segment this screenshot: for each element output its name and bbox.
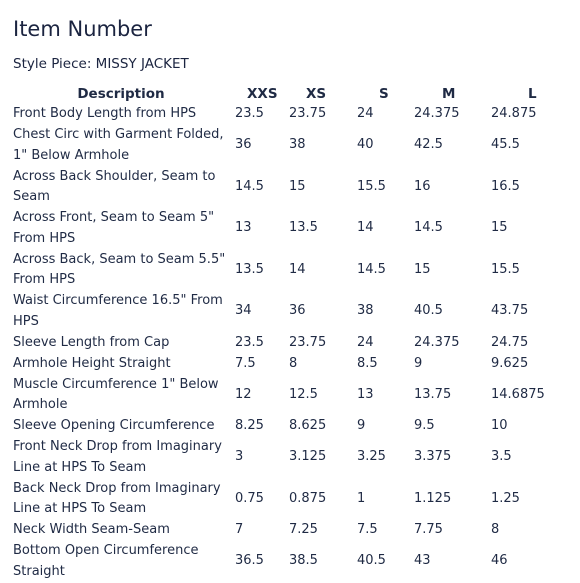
row-description: Across Front, Seam to Seam 5" From HPS bbox=[13, 210, 215, 246]
column-header-m: M bbox=[442, 86, 456, 102]
cell-m: 3.375 bbox=[414, 449, 452, 465]
cell-s: 40.5 bbox=[357, 553, 386, 569]
column-header-description: Description bbox=[77, 86, 165, 102]
table-header-row bbox=[8, 84, 574, 104]
cell-m: 16 bbox=[414, 178, 431, 194]
cell-xs: 23.75 bbox=[289, 106, 327, 122]
cell-s: 38 bbox=[357, 303, 374, 319]
table-row bbox=[8, 125, 574, 167]
cell-xs: 13.5 bbox=[289, 220, 318, 236]
cell-xxs: 7.5 bbox=[235, 355, 256, 371]
column-header-xxs: XXS bbox=[247, 86, 278, 102]
cell-xs: 7.25 bbox=[289, 522, 318, 538]
cell-m: 43 bbox=[414, 553, 431, 569]
cell-s: 24 bbox=[357, 106, 374, 122]
cell-xs: 3.125 bbox=[289, 449, 327, 465]
row-description: Muscle Circumference 1" Below Armhole bbox=[13, 376, 219, 413]
cell-xs: 12.5 bbox=[289, 386, 318, 402]
cell-m: 42.5 bbox=[414, 137, 443, 153]
table-row bbox=[8, 291, 574, 333]
cell-l: 14.6875 bbox=[491, 386, 545, 402]
table-row bbox=[8, 541, 574, 583]
cell-s: 40 bbox=[357, 137, 374, 153]
table-row bbox=[8, 479, 574, 521]
column-header-s: S bbox=[379, 86, 389, 102]
cell-m: 9 bbox=[414, 355, 423, 371]
style-piece-label: Style Piece: MISSY JACKET bbox=[13, 56, 189, 72]
cell-m: 24.375 bbox=[414, 106, 460, 122]
table-row bbox=[8, 354, 574, 375]
cell-xxs: 14.5 bbox=[235, 178, 264, 194]
cell-xxs: 13.5 bbox=[235, 261, 264, 277]
cell-xxs: 8.25 bbox=[235, 418, 264, 434]
row-description: Sleeve Opening Circumference bbox=[13, 418, 215, 434]
row-description: Armhole Height Straight bbox=[13, 355, 171, 371]
cell-l: 45.5 bbox=[491, 137, 520, 153]
table-row bbox=[8, 167, 574, 209]
cell-l: 9.625 bbox=[491, 355, 529, 371]
row-description: Chest Circ with Garment Folded, 1" Below Armhole bbox=[13, 127, 224, 163]
row-description: Across Back Shoulder, Seam to Seam bbox=[13, 168, 216, 205]
row-description: Waist Circumference 16.5" From HPS bbox=[13, 293, 223, 329]
cell-m: 15 bbox=[414, 261, 431, 277]
table-row bbox=[8, 520, 574, 541]
cell-xxs: 12 bbox=[235, 386, 252, 402]
cell-l: 24.875 bbox=[491, 106, 537, 122]
cell-xs: 14 bbox=[289, 261, 306, 277]
cell-s: 13 bbox=[357, 386, 374, 402]
cell-m: 9.5 bbox=[414, 418, 435, 434]
row-description: Front Neck Drop from Imaginary Line at HPS To Seam bbox=[13, 439, 222, 475]
cell-l: 16.5 bbox=[491, 178, 520, 194]
table-row bbox=[8, 208, 574, 250]
cell-xs: 8 bbox=[289, 355, 298, 371]
column-header-xs: XS bbox=[306, 86, 327, 102]
cell-xxs: 36 bbox=[235, 137, 252, 153]
cell-xs: 38 bbox=[289, 137, 306, 153]
table-row bbox=[8, 333, 574, 354]
cell-xs: 23.75 bbox=[289, 334, 327, 350]
cell-s: 1 bbox=[357, 490, 366, 506]
cell-xxs: 23.5 bbox=[235, 334, 264, 350]
cell-xxs: 3 bbox=[235, 449, 244, 465]
cell-xs: 38.5 bbox=[289, 553, 318, 569]
column-header-l: L bbox=[528, 86, 537, 102]
cell-m: 13.75 bbox=[414, 386, 452, 402]
table-row bbox=[8, 375, 574, 417]
cell-s: 9 bbox=[357, 418, 366, 434]
cell-l: 24.75 bbox=[491, 334, 529, 350]
row-description: Sleeve Length from Cap bbox=[13, 334, 170, 350]
cell-m: 1.125 bbox=[414, 490, 452, 506]
cell-xs: 36 bbox=[289, 303, 306, 319]
cell-xxs: 0.75 bbox=[235, 490, 264, 506]
cell-s: 15.5 bbox=[357, 178, 386, 194]
cell-l: 3.5 bbox=[491, 449, 512, 465]
cell-m: 14.5 bbox=[414, 220, 443, 236]
cell-l: 8 bbox=[491, 522, 500, 538]
cell-l: 15 bbox=[491, 220, 508, 236]
cell-xxs: 36.5 bbox=[235, 553, 264, 569]
cell-s: 3.25 bbox=[357, 449, 386, 465]
cell-l: 1.25 bbox=[491, 490, 520, 506]
row-description: Front Body Length from HPS bbox=[13, 106, 197, 122]
cell-l: 46 bbox=[491, 553, 508, 569]
row-description: Neck Width Seam-Seam bbox=[13, 522, 170, 538]
cell-s: 24 bbox=[357, 334, 374, 350]
row-description: Back Neck Drop from Imaginary Line at HPS To Seam bbox=[13, 480, 221, 517]
cell-m: 7.75 bbox=[414, 522, 443, 538]
cell-xxs: 34 bbox=[235, 303, 252, 319]
row-description: Bottom Open Circumference Straight bbox=[13, 543, 199, 579]
cell-xs: 8.625 bbox=[289, 418, 327, 434]
cell-xs: 15 bbox=[289, 178, 306, 194]
cell-xs: 0.875 bbox=[289, 490, 327, 506]
cell-xxs: 23.5 bbox=[235, 106, 264, 122]
page-title: Item Number bbox=[13, 17, 152, 41]
measurement-table bbox=[8, 84, 574, 583]
cell-m: 40.5 bbox=[414, 303, 443, 319]
cell-s: 7.5 bbox=[357, 522, 378, 538]
cell-xxs: 13 bbox=[235, 220, 252, 236]
cell-xxs: 7 bbox=[235, 522, 244, 538]
cell-s: 14.5 bbox=[357, 261, 386, 277]
cell-l: 15.5 bbox=[491, 261, 520, 277]
table-row bbox=[8, 104, 574, 125]
table-row bbox=[8, 416, 574, 437]
cell-l: 10 bbox=[491, 418, 508, 434]
table-row bbox=[8, 250, 574, 292]
table-row bbox=[8, 437, 574, 479]
cell-l: 43.75 bbox=[491, 303, 529, 319]
cell-s: 8.5 bbox=[357, 355, 378, 371]
cell-m: 24.375 bbox=[414, 334, 460, 350]
row-description: Across Back, Seam to Seam 5.5" From HPS bbox=[13, 251, 226, 288]
cell-s: 14 bbox=[357, 220, 374, 236]
